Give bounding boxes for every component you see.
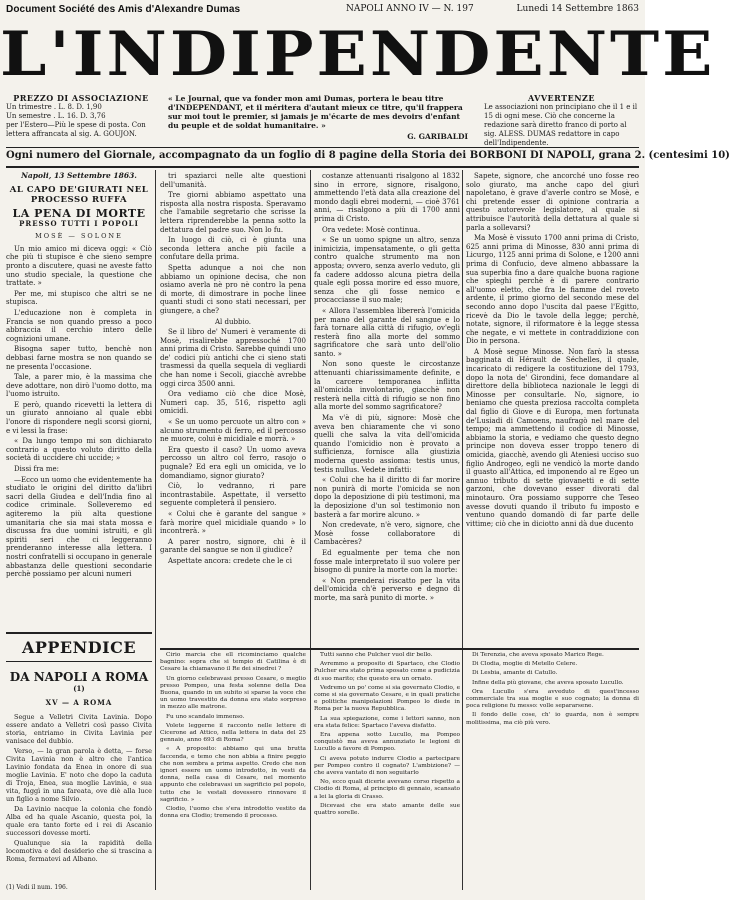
column-divider	[310, 170, 311, 890]
paragraph: La sua spiegazione, come i lettori sanno, non era stata felice: Spartaco l'aveva disfatto.	[314, 715, 460, 729]
paragraph: No, ecco quali dicerie avevano corso rispetto a Clodio di Roma, al principio di gennaio, scansato a lei la gloria di Crasso.	[314, 779, 460, 800]
paragraph: A Mosè segue Minosse. Non farò la stessa bagginata di Hérault de Séchelles, il quale, incaricato di redigere la costituzione del 1793, dopo la nota de' Girondini, fece domandare al direttore della biblioteca nazionale le leggi di Minosse per consultarle. No, signore, io beniamo che questa preziosa raccolta completa dal figlio di Giove e di Europa, men fortunata de'Lusiadi di Camoens, naufragò nel mare del tempo; ma ammettendo il codice di Minosse, abbiamo la storia, e vediamo che questo degno principe non doveva esser troppo tenero di omicida, giacchè, avendo gli Ateniesi ucciso suo figlio Androgeo, egli ne vendicò la morte dando il guasto all'Attica, ed imponendo al re Egeo un annuo tributo di sette giovanetti e di sette garzoni, che dovevano esser divorati dal minotauro. Ora possiamo supporre che Teseo avesse dovuti quando il tributo fu imposto e ventuno quando domandò di far parte delle vittime; ciò che in diciotto anni dà due ducento	[466, 347, 639, 528]
paragraph: costanze attenuanti risalgono al 1832 sino in errore, signore, risalgono, ammettendo l'età data alla creazione del mondo dagli ebrei moderni, — cioè 3761 anni, — risalgono a più di 1700 anni prima di Cristo.	[314, 172, 460, 223]
paragraph: Ma Mosè è vissuto 1700 anni prima di Cristo, 625 anni prima di Minosse, 830 anni prima di Licurgo, 1125 anni prima di Solone, e 1200 anni prima di Confucio, deve almeno abbassare la sua superbia fino a dare qualche buona ragione che spieghi perchè è di parere contrario all'uomo eletto, che fra le fiamme del roveto ardente, il primo giorno del secondo mese del secondo anno dopo l'uscita dal paese l'Egitto, ricevè da Dio le tavole della legge; perchè, notate, signore, il riformatore è la legge stessa che negate, e vi mettete in contraddizione con Dio in persona.	[466, 234, 639, 346]
paragraph: tri spaziarci nelle alte questioni dell'umanità.	[160, 172, 306, 189]
divider	[6, 147, 639, 148]
column-divider	[462, 170, 463, 890]
appendice-subheading: XV — A ROMA	[45, 698, 113, 707]
paragraph: Il fondo delle cose, ch' io guarda, non è sempre molitissima, ma ciò più vero.	[466, 712, 639, 726]
feuilleton-column-3	[466, 652, 639, 888]
paragraph: —Ecco un uomo che evidentemente ha studiato le origini del diritto da'libri sacri della Giudea e dell'India fino al codice criminale. Solleveremo ed agiteremo la più alta questione umanitaria che sia mai stata mossa e discussa fra due uomini istruiti, e gli spiriti seri che ci leggeranno prenderanno interesse alla lettera. I nostri confratelli si occupano in generale abbastanza delle questioni secondarie perchè possiamo per alcuni numeri	[6, 475, 152, 579]
appendice-body	[6, 713, 152, 863]
paragraph: Ma v'è di più, signore: Mosè che aveva ben chiaramente che vi sono quelli che salva la vita dell'omicida quando l'omicidio non è provato a sufficienza, fornisce alla giustizia moderna questo assioma: testis unus, testis nullus. Vedete infatti:	[314, 414, 460, 474]
paragraph: Tutti sanno che Pulcher vuol dir bello.	[320, 652, 433, 658]
paragraph: Un mio amico mi diceva oggi: « Ciò che più ti stupisce è che sieno sempre pronto a discutere, quasi ne aveste fatto uno studio speciale, la questione che trattate. »	[6, 244, 152, 288]
paragraph: « Colui che è garante del sangue » farà morire quel micidiale quando » lo incontrerà. »	[160, 509, 306, 536]
paragraph: Un giorno celebravasi presso Cesare, o meglio presso Pompeo, una festa solenne della Dea Buona, quando in un subito si sparse la voce che un uomo travestito da donna era stato sorpreso in mezzo alle matrone.	[160, 675, 306, 711]
paragraph: Dicevasi che era stato amante delle sue quattro sorelle.	[314, 802, 460, 817]
paragraph: Era questo il caso? Un uomo aveva percosso un altro col ferro, rasojo o pugnale? Ed era egli un omicida, ve lo domandiamo, signor giurato?	[160, 445, 306, 480]
subheader	[6, 94, 639, 146]
subscription-heading: PREZZO DI ASSOCIAZIONE	[13, 93, 149, 103]
paragraph: Ci aveva potuto indurre Clodio a partecipare per Pompeo contro il cognato? L'ambizione? — che aveva vantato di non seguitarlo	[314, 755, 460, 777]
paragraph: Dissi fra me:	[14, 465, 59, 474]
paragraph: E però, quando ricevetti la lettera di un giurato annoiano al quale ebbi l'onore di rispondere negli scorsi giorni, e vi lessi la frase:	[6, 400, 152, 435]
article-heading-sub: PRESSO TUTTI I POPOLI	[19, 218, 139, 228]
archive-watermark: Document Société des Amis d'Alexandre Dumas	[6, 4, 241, 15]
motto-box	[168, 94, 468, 141]
paragraph: Cirio marcia che ell ricominciamo qualche bagnino: sopra che si tempio di Catilina è di Cesare la chiamavano il Re dei sinedrei ?	[160, 652, 306, 673]
paragraph: Tre giorni abbiamo aspettato una risposta alla nostra risposta. Speravamo che l'amabile segretario che scrisse la lettera riprenderebbe la penna sotto la dettatura del padre suo. Non lo fu.	[160, 191, 306, 234]
notice-text: Le associazioni non principiano che il 1 e il 15 di ogni mese. Ciò che concerne la redazione sarà diretto franco di porto al sig. ALESS. DUMAS redattore in capo dell'Indipendente.	[484, 103, 638, 147]
paragraph: « A proposito: abbiamo qui una brutta faccenda, e temo che non abbia a finire peggio che non sembra a prima aspetto. Credo che non ignori essere un uomo introdotto, in vesti da donna, nella casa di Cesare, nel momento appunto che celebravasi un sagrificio pel popolo, tutto che le vestali dovessero rinnovare il sagrificio. »	[160, 746, 306, 803]
paragraph: « Da lungo tempo mi son dichiarato contrario a questo voluto diritto della società di uccidere chi uccide; »	[6, 437, 152, 463]
paragraph: Spetta adunque a noi che non abbiamo un opinione decisa, che non osiamo averla nè pro nè contro la pena di morte, di dimostrare in poche linee quanti studi ci sono stati necessari, per giungere, a che?	[160, 263, 306, 315]
paragraph: Volete leggerne il racconto nelle lettere di Cicerone ad Attico, nella lettera in data del 25 gennaio, anno 693 di Roma?	[160, 722, 306, 744]
paragraph: Per me, mi stupisco che altri se ne stupisca.	[6, 289, 152, 307]
paragraph: Segue a Velletri Civita Lavinia. Dopo essere andato a Velletri così passo Civita storia, entriamo in Civita Lavinia per vanisace del dubbio.	[6, 713, 152, 745]
paragraph: Se il libro de' Numeri è veramente di Mosè, risalirebbe appressoché 1700 anni prima di Cristo. Sarebbe quindi uno de' codici più antichi che ci sieno stati trasmessi da quella sequela di vegliardi che han nome i Secoli, giacchè avrebbe oggi circa 3500 anni.	[160, 328, 306, 388]
subscription-box	[6, 94, 156, 139]
paragraph: Qualunque sia la rapidità della locomotiva e del desiderio che si trascina a Roma, fermatevi ad Albano.	[6, 839, 152, 863]
article-column-2	[160, 172, 306, 642]
paragraph: Di Clodia, moglie di Metello Celere.	[472, 661, 578, 668]
paragraph: Ora vediamo ciò che dice Mosè, Numeri cap. 35, 516, rispetto agli omicidi.	[160, 390, 306, 416]
subscription-line: per l'Estero—Più le spese di posta. Con lettera affrancata al sig. A. GOUJON.	[6, 121, 146, 138]
paragraph: Ora vedete: Mosè continua.	[322, 225, 421, 234]
divider	[6, 166, 639, 168]
article-byline: MOSÈ — SOLONE	[35, 232, 123, 241]
column-divider	[155, 170, 156, 890]
article-heading-main: LA PENA DI MORTE	[12, 206, 146, 220]
paragraph: L'educazione non è completa in Francia se non quando presso a poco abbraccia il cerchio intero delle cognizioni umane.	[6, 308, 152, 343]
paragraph: Tale, a parer mio, è la massima che deve adottare, non dirò l'uomo dotto, ma l'uomo istruito.	[6, 373, 152, 399]
newspaper-title: L'INDIPENDENTE	[0, 18, 716, 90]
paragraph: Ed egualmente per tema che non fosse male interpretato il suo volere per bisogno di punire la morte con la morte:	[314, 548, 460, 575]
subscription-line: Un trimestre . L. 8. D. 1,90	[6, 103, 102, 111]
motto-text: « Le Journal, que va fonder mon ami Dumas, portera le beau titre d'INDEPENDANT, et il méritera d'autant mieux ce titre, qu'il frappera sur moi tout le premier, si jamais je m'écarte de mes devoirs d'enfant du peuple et de soldat humanitaire. »	[168, 94, 463, 130]
paragraph: Aspettate ancora: credete che le ci	[168, 556, 292, 565]
issue-date: Lunedi 14 Settembre 1863	[516, 4, 639, 14]
paragraph: In luogo di ciò, ci è giunta una seconda lettera anche più facile a confutare della prima.	[160, 236, 306, 262]
paragraph: Al dubbio.	[214, 317, 252, 326]
lower-divider	[160, 648, 639, 650]
feuilleton-column-1	[160, 652, 306, 888]
paragraph: Di Lesbia, amante di Catullo.	[472, 670, 558, 677]
paragraph: Bisogna saper tutto, benchè non debbasi farne mostra se non quando se ne presenta l'occasione.	[6, 345, 152, 371]
paragraph: Avremmo a proposito di Spartaco, che Clodio Pulcher era stato prima sposato come a pudicizia di suo marito; che questo era un ornato.	[314, 661, 460, 682]
paragraph: Non sono queste le circostanze attenuanti chiarissimamente definite, e la carcere temporanea inflitta all'omicida involontario, giacchè non resterà nella città di rifugio se non fino alla morte del sommo sagrificatore?	[314, 360, 460, 412]
issue-number: NAPOLI ANNO IV — N. 197	[346, 4, 474, 14]
paragraph: Ora Lucullo s'era avveduto di quest'incesso commerciale tra sua moglie e suo cognato; la donna di poca religione fu messo: volle separarsene.	[466, 688, 639, 710]
article-column-4	[466, 172, 639, 642]
article-heading-small: AL CAPO DE'GIURATI NEL PROCESSO RUFFA	[9, 184, 149, 205]
notice-box	[484, 94, 639, 148]
paragraph: Ciò, lo vedranno, ri pare incontrastabile. Aspettate, il versetto seguente completerà il pensiero.	[160, 482, 306, 508]
paragraph: Infine della più giovane, che aveva sposato Lucullo.	[472, 679, 624, 686]
paragraph: A parer nostro, signore, chi è il garante del sangue se non il giudice?	[160, 537, 306, 555]
appendice-title: APPENDICE	[6, 632, 152, 662]
paragraph: « Non prenderai riscatto per la vita dell'omicida ch'è perverso e degno di morte, ma sarà punito di morte. »	[314, 576, 460, 602]
paragraph: Verso, — la gran parola è detta, — forse Civita Lavinia non è altro che l'antica Lavinio fondata da Enea in onore di sua moglie Lavinia. E' noto che dopo la caduta di Troja, Enea, sua moglie Lavinia, e sua vita, fuggì in una fareata, ove diè alla luce un figlio a nome Silvio.	[6, 747, 152, 803]
paragraph: Clodio, l'uomo che s'era introdotto vestito da donna era Clodio; tremendo il processo.	[160, 806, 306, 820]
masthead	[0, 14, 716, 94]
paragraph: Di Terenzia, che aveva sposato Marico Rege.	[472, 652, 604, 658]
paragraph: Da Lavinio nacque la colonia che fondò Alba ed ha quale Ascanio, questa poi, la quale era tanto forte ed i rei di Ascanio successori dovesse morti.	[6, 805, 152, 837]
article-dateline: Napoli, 13 Settembre 1863.	[21, 171, 137, 180]
paragraph: « Allora l'assemblea libererà l'omicida per mano del garante del sangue e lo farà tornare alla città di rifugio, ov'egli resterà fino alla morte del sommo sagrificatore che sarà unto dell'olio santo. »	[314, 306, 460, 358]
appendice-heading	[6, 670, 152, 698]
paragraph: « Se un uomo spigne un altro, senza inimicizia, impensatamente, o gli getta contro qualche strumento ma non apposta; ovvero, senza averlo veduto, gli fa cadere addosso alcuna pietra della quale egli possa morire ed esso muore, senza che gli fosse nemico e procacciasse il suo male;	[314, 236, 460, 305]
motto-signature: G. GARIBALDI	[407, 132, 468, 141]
paragraph: Fu uno scandalo immenso.	[166, 713, 245, 720]
supplement-notice: Ogni numero del Giornale, accompagnato da un foglio di 8 pagine della Storia dei BORBONI DI NAPOLI, grana 2. (centesimi 10)	[6, 150, 730, 161]
article-column-3	[314, 172, 460, 642]
footnote: (1) Vedi il num. 196.	[6, 884, 68, 891]
paragraph: Non credevate, n'è vero, signore, che Mosè fosse collaboratore di Cambacères?	[314, 521, 460, 547]
notice-heading: AVVERTENZE	[528, 93, 595, 103]
paragraph: Vedremo un po' come si sia governato Clodio, e come si sia governato Cesare, e in quali pratiche e politiche manipolazioni Pompeo lo diede in Roma per la nuova Repubblica.	[314, 684, 460, 713]
paragraph: Sapete, signore, che ancorché uno fosse reo solo giurato, ma anche capo del giurì napoletano, è grave d'averle contro se Mosè, e chi pretende esser di opinione contraria a questo autorevole legislatore, al quale si attribuisce l'autorità della dettatura al quale si parla a sollevarsi?	[466, 172, 639, 232]
paragraph: Era appena sotto Lucullo, ma Pompeo conquistò ma aveva annunziato le legioni di Lucullo a favore di Pompeo.	[314, 732, 460, 753]
paragraph: « Se un uomo percuote un altro con » alcuno strumento di ferro, ed il percosso ne muore, colui è micidiale e morrà. »	[160, 418, 306, 444]
appendice-heading-text: DA NAPOLI A ROMA	[9, 670, 149, 684]
feuilleton-column-2	[314, 652, 460, 888]
subscription-line: Un semestre . L. 16. D. 3,76	[6, 112, 106, 120]
paragraph: « Colui che ha il diritto di far morire non punirà di morte l'omicida se non dopo la deposizione di più testimoni, ma la deposizione d'un sol testimonio non basterà a far morire alcuno. »	[314, 476, 460, 519]
article-column-1	[6, 172, 152, 630]
appendice-section	[6, 632, 152, 890]
footnote-marker: (1)	[73, 684, 85, 693]
